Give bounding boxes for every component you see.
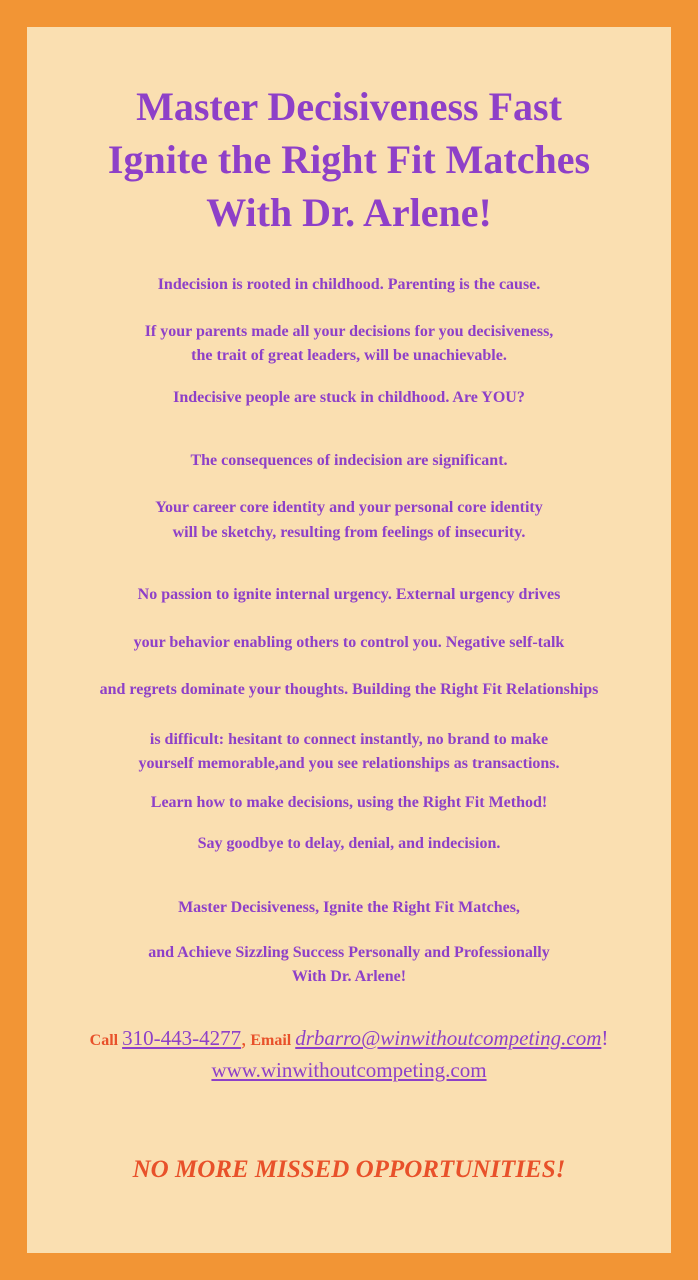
headline-line-3: With Dr. Arlene! [206,190,492,235]
body-line-with-dr: With Dr. Arlene! [291,968,407,985]
contact-exclamation: ! [601,1026,609,1050]
body-line-parents: If your parents made all your decisions for you decisiveness, [144,323,554,340]
tagline: NO MORE MISSED OPPORTUNITIES! [132,1156,566,1183]
headline [0,80,698,239]
contact-separator: , [241,1026,247,1050]
body-line-behavior: your behavior enabling others to control you. Negative self-talk [133,634,565,651]
body-line-rooted: Indecision is rooted in childhood. Parenting is the cause. [157,276,541,293]
body-line-regrets: and regrets dominate your thoughts. Building the Right Fit Relationships [99,681,599,698]
body-line-memorable: yourself memorable,and you see relationships as transactions. [138,755,560,772]
body-line-identity: Your career core identity and your personal core identity [155,499,543,516]
body-line-passion: No passion to ignite internal urgency. External urgency drives [137,586,561,603]
body-line-insecurity: will be sketchy, resulting from feelings of insecurity. [172,524,526,541]
email-label: Email [250,1032,292,1049]
phone-link[interactable]: 310-443-4277 [122,1026,242,1050]
contact-line [0,1026,698,1051]
body-line-stuck: Indecisive people are stuck in childhood. Are YOU? [173,389,525,406]
body-line-master: Master Decisiveness, Ignite the Right Fit Matches, [178,899,520,916]
website-link[interactable]: www.winwithoutcompeting.com [211,1058,487,1082]
body-line-leaders: the trait of great leaders, will be unachievable. [191,347,507,364]
body-line-achieve: and Achieve Sizzling Success Personally and Professionally [148,944,550,961]
body-line-goodbye: Say goodbye to delay, denial, and indecision. [197,835,501,852]
body-line-consequences: The consequences of indecision are significant. [190,452,508,469]
headline-line-1: Master Decisiveness Fast [136,84,562,129]
body-line-learn: Learn how to make decisions, using the Right Fit Method! [150,794,548,811]
headline-line-2: Ignite the Right Fit Matches [107,137,591,182]
body-line-difficult: is difficult: hesitant to connect instantly, no brand to make [149,731,549,748]
email-link[interactable]: drbarro@winwithoutcompeting.com [295,1026,602,1050]
call-label: Call [89,1032,119,1049]
